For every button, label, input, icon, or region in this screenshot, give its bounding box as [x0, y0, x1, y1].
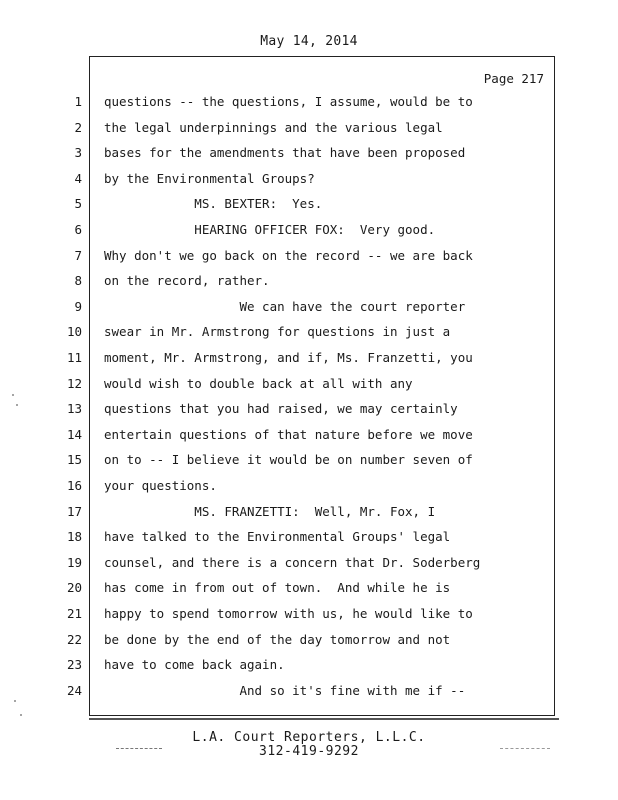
transcript-line-text: have to come back again. — [104, 657, 285, 673]
transcript-line-text: have talked to the Environmental Groups' legal — [104, 529, 451, 545]
scan-speck — [20, 714, 22, 716]
transcript-line-text: on to -- I believe it would be on number seven of — [104, 452, 473, 468]
line-number: 19 — [66, 554, 82, 570]
scan-speck — [14, 700, 16, 702]
line-number: 4 — [74, 170, 82, 186]
frame-divider — [89, 718, 559, 720]
scan-speck — [16, 404, 18, 406]
court-reporter-phone: 312-419-9292 — [259, 744, 359, 759]
transcript-line-text: questions that you had raised, we may certainly — [104, 401, 458, 417]
transcript-line-text: on the record, rather. — [104, 273, 270, 289]
line-number: 22 — [66, 631, 82, 647]
transcript-line-text: happy to spend tomorrow with us, he would like to — [104, 606, 473, 621]
line-number: 16 — [66, 478, 82, 493]
line-number: 15 — [66, 452, 82, 468]
line-number: 24 — [66, 682, 82, 698]
transcript-line-text: MS. FRANZETTI: Well, Mr. Fox, I — [104, 503, 436, 519]
transcript-line-text: counsel, and there is a concern that Dr. Soderberg — [104, 554, 481, 570]
transcript-line-text: be done by the end of the day tomorrow and not — [104, 631, 451, 647]
line-number: 13 — [66, 401, 82, 417]
transcript-line-text: Why don't we go back on the record -- we are back — [104, 247, 473, 263]
line-number: 14 — [66, 426, 82, 442]
line-number: 5 — [74, 196, 82, 212]
transcript-line-text: would wish to double back at all with any — [104, 375, 413, 391]
line-number: 17 — [66, 503, 82, 519]
transcript-line-text: has come in from out of town. And while he is — [104, 580, 451, 596]
line-number: 10 — [66, 324, 82, 340]
line-number: 6 — [74, 222, 82, 237]
transcript-line-text: moment, Mr. Armstrong, and if, Ms. Franzetti, you — [104, 350, 473, 365]
line-number: 18 — [66, 529, 82, 545]
transcript-line-text: bases for the amendments that have been proposed — [104, 145, 466, 161]
transcript-line-text: We can have the court reporter — [104, 298, 466, 314]
transcript-line-text: MS. BEXTER: Yes. — [104, 196, 323, 212]
transcript-line-text: your questions. — [104, 478, 217, 493]
transcript-line-text: by the Environmental Groups? — [104, 170, 315, 186]
line-number: 9 — [74, 298, 82, 314]
transcript-line-text: swear in Mr. Armstrong for questions in just a — [104, 324, 451, 340]
transcript-date: May 14, 2014 — [260, 34, 358, 49]
transcript-line-text: And so it's fine with me if -- — [104, 682, 466, 698]
line-number: 12 — [66, 375, 82, 391]
transcript-line-text: HEARING OFFICER FOX: Very good. — [104, 222, 436, 237]
line-number: 2 — [74, 119, 82, 135]
line-number: 3 — [74, 145, 82, 161]
court-reporter-firm: L.A. Court Reporters, L.L.C. — [192, 730, 426, 745]
line-number: 11 — [66, 350, 82, 365]
line-number: 7 — [74, 247, 82, 263]
transcript-line-text: the legal underpinnings and the various legal — [104, 119, 443, 135]
transcript-line-text: entertain questions of that nature before we move — [104, 426, 473, 442]
line-number: 8 — [74, 273, 82, 289]
transcript-line-text: questions -- the questions, I assume, would be to — [104, 94, 473, 109]
line-number: 23 — [66, 657, 82, 673]
line-number: 1 — [74, 94, 82, 109]
line-number: 21 — [66, 606, 82, 621]
page-number: Page 217 — [483, 71, 544, 86]
scan-speck — [12, 394, 14, 396]
line-number: 20 — [66, 580, 82, 596]
